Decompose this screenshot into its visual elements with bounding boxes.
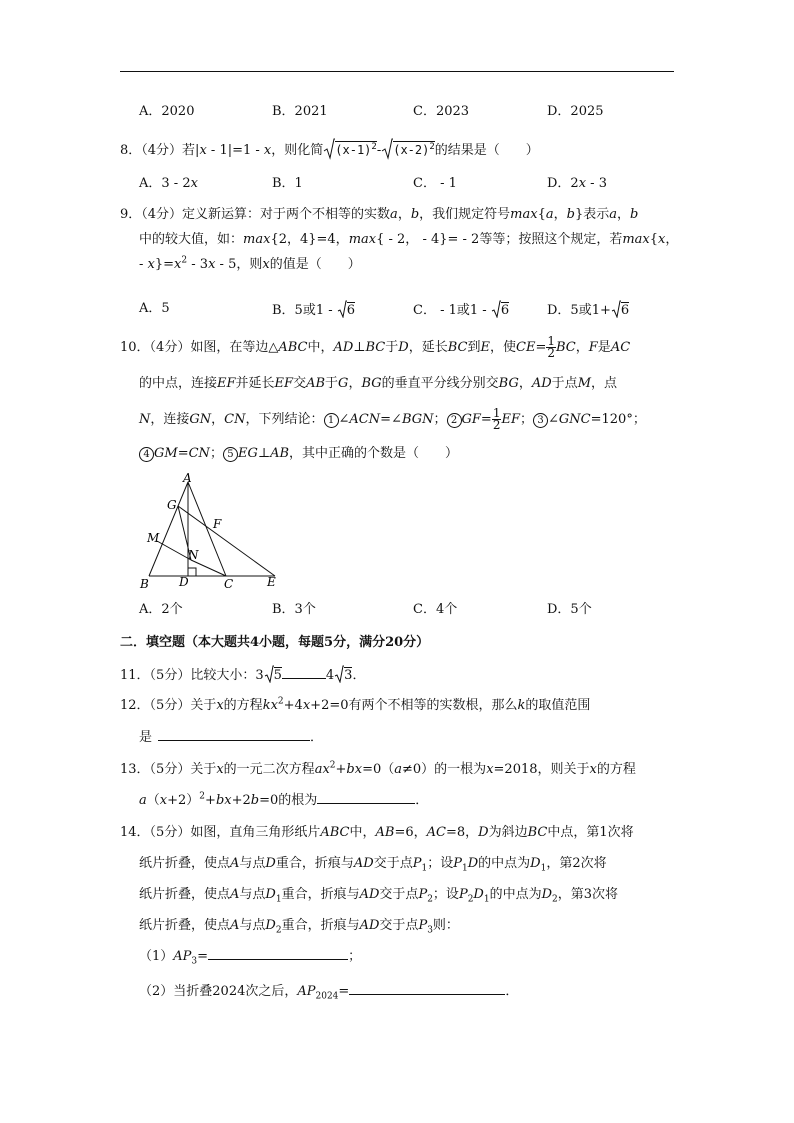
q14-stem-line2: 纸片折叠，使点A与点D重合，折痕与AD交于点$P_1$；设$P_1D$的中点为$D_1$，第2次将 bbox=[139, 856, 607, 874]
q9-stem-line1: 9．（4分）定义新运算：对于两个不相等的实数a，b，我们规定符号max{a，b}表示a，b bbox=[120, 207, 639, 222]
q8-stem: 8．（4分）若|x - 1|=1 - x，则化简 $(x-1)^2-$ $(x-2)^2$的结果是（ ） bbox=[120, 138, 539, 160]
point-label-c: C bbox=[224, 577, 234, 591]
q12-stem-line1: 12．（5分）关于x的方程$kx^2+4x+2=0$有两个不相等的实数根，那么k的取值范围 bbox=[120, 696, 591, 713]
q10-stem-line2: 的中点，连接EF并延长EF交AB于G，BG的垂直平分线分别交BG，AD于点M，点 bbox=[139, 376, 618, 391]
q14-subquestion-1: $(1)AP_3=$ ； bbox=[139, 949, 362, 967]
q14-subquestion-2: （2）当折叠2024次之后，$AP_{2024}=$ ． bbox=[139, 984, 519, 1002]
segment-ge bbox=[178, 506, 275, 576]
q14-stem-line4: 纸片折叠，使点A与点$D_2$重合，折痕与AD交于点$P_3$则： bbox=[139, 918, 459, 936]
fraction-one-half-2: $\frac{1}{2}$ bbox=[492, 406, 501, 432]
q10-option-d[interactable]: D．5个 bbox=[547, 602, 592, 617]
point-label-e: E bbox=[267, 575, 276, 589]
q9-option-c[interactable]: C． - 1或1 - 6 bbox=[413, 303, 510, 318]
q10-stem-line1: 10．（4分）如图，在等边△ABC中，AD⊥BC于D，延长BC到E，使CE= $\frac{1}{2}$ BC，F是AC bbox=[120, 334, 631, 360]
q10-triangle-figure bbox=[135, 472, 285, 592]
segment-mn bbox=[157, 541, 191, 560]
q10-option-c[interactable]: C．4个 bbox=[413, 602, 458, 617]
q12-stem-line2: 是 ． bbox=[139, 730, 324, 745]
q7-option-c[interactable]: C．2023 bbox=[413, 104, 470, 119]
sqrt-expression-2: $(x-2)^2$ bbox=[381, 138, 435, 160]
point-label-g: G bbox=[167, 498, 177, 512]
q10-stem-line3: N，连接GN，CN，下列结论： 1 ∠ACN=∠BGN； 2 GF= $\frac{1}{2}$ EF； 3 ∠GNC=120°； bbox=[139, 406, 646, 432]
q14-stem-line1: 14．（5分）如图，直角三角形纸片ABC中，AB=6，AC=8，D为斜边BC中点，第1次将 bbox=[120, 825, 634, 840]
q11-stem: 11．（5分）比较大小：3 5 4 3． bbox=[120, 668, 366, 683]
circled-number-2: 2 bbox=[447, 413, 462, 428]
q9-option-d[interactable]: D．5或1+ 6 bbox=[547, 303, 630, 318]
segment-ab bbox=[149, 482, 188, 576]
circled-number-4: 4 bbox=[139, 447, 154, 462]
q8-option-c[interactable]: C． - 1 bbox=[413, 176, 457, 191]
circled-number-5: 5 bbox=[223, 447, 238, 462]
sqrt-expression-1: $(x-1)^2$ bbox=[323, 138, 377, 160]
q7-option-a[interactable]: A．2020 bbox=[139, 104, 195, 119]
point-label-n: N bbox=[188, 548, 199, 562]
point-label-a: A bbox=[183, 472, 192, 485]
q9-stem-line2: 中的较大值，如：max{2，4}=4，max{ - 2， - 4}= - 2等等；按照这个规定，若max{x， bbox=[139, 232, 679, 247]
q12-answer-blank[interactable] bbox=[158, 740, 310, 741]
q8-option-b[interactable]: B．1 bbox=[272, 176, 303, 191]
q8-option-d[interactable]: D．2x - 3 bbox=[547, 176, 607, 191]
section-2-heading: 二．填空题（本大题共4小题，每题5分，满分20分） bbox=[120, 635, 430, 650]
q10-option-a[interactable]: A．2个 bbox=[139, 602, 183, 617]
q14-answer-blank-2[interactable] bbox=[349, 994, 505, 995]
q14-stem-line3: 纸片折叠，使点A与点$D_1$重合，折痕与AD交于点$P_2$；设$P_2D_1$的中点为$D_2$，第3次将 bbox=[139, 887, 619, 905]
point-label-b: B bbox=[140, 577, 149, 591]
q13-stem-line1: 13．（5分）关于x的一元二次方程$ax^2+bx=0(a\ne 0)$的一根为x=2018，则关于x的方程 bbox=[120, 760, 636, 777]
q11-answer-blank[interactable] bbox=[282, 678, 326, 679]
q9-option-a[interactable]: A．5 bbox=[139, 301, 170, 316]
header-rule bbox=[120, 71, 674, 72]
right-angle-mark bbox=[188, 568, 196, 576]
circled-number-3: 3 bbox=[533, 413, 548, 428]
point-label-d: D bbox=[179, 575, 189, 589]
q10-option-b[interactable]: B．3个 bbox=[272, 602, 316, 617]
q8-option-a[interactable]: A．3 - 2x bbox=[139, 176, 198, 191]
q9-stem-line3: - $x\}=x^2 - 3x - 5$，则x的值是（ ） bbox=[139, 255, 361, 272]
q13-answer-blank[interactable] bbox=[317, 803, 415, 804]
q10-stem-line4: 4 GM=CN； 5 EG⊥AB，其中正确的个数是（ ） bbox=[139, 445, 458, 463]
q9-option-b[interactable]: B．5或1 - 6 bbox=[272, 303, 356, 318]
q7-option-d[interactable]: D．2025 bbox=[547, 104, 604, 119]
q13-stem-line2: $a(x+2)^2+bx+2b=0$的根为 ． bbox=[139, 791, 429, 808]
fraction-one-half: $\frac{1}{2}$ bbox=[547, 334, 555, 360]
point-label-m: M bbox=[147, 531, 160, 545]
q7-option-b[interactable]: B．2021 bbox=[272, 104, 328, 119]
point-label-f: F bbox=[213, 517, 222, 531]
circled-number-1: 1 bbox=[324, 413, 339, 428]
q14-answer-blank-1[interactable] bbox=[208, 959, 348, 960]
